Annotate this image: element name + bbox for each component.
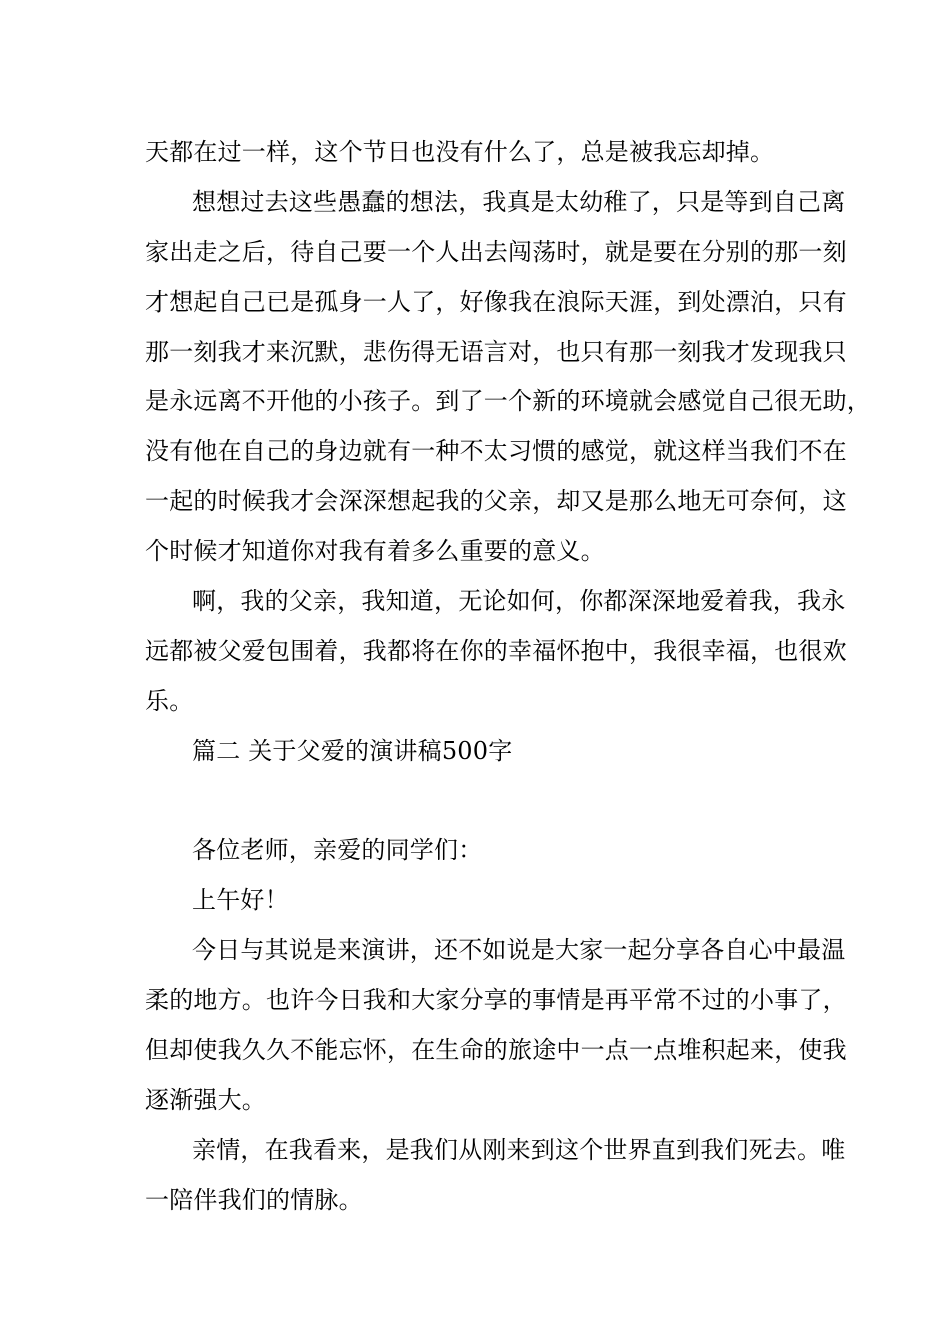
paragraph-line: 远都被父爱包围着，我都将在你的幸福怀抱中，我很幸福，也很欢 [145, 636, 847, 665]
paragraph-line: 逐渐强大。 [145, 1085, 266, 1114]
section-heading: 篇二 关于父爱的演讲稿500字 [192, 736, 513, 765]
paragraph-line: 天都在过一样，这个节日也没有什么了，总是被我忘却掉。 [145, 138, 775, 166]
paragraph-line: 柔的地方。也许今日我和大家分享的事情是再平常不过的小事了， [145, 986, 847, 1015]
paragraph-line: 亲情，在我看来，是我们从刚来到这个世界直到我们死去。唯 [192, 1135, 846, 1164]
paragraph-line: 个时候才知道你对我有着多么重要的意义。 [145, 537, 605, 566]
paragraph-line: 才想起自己已是孤身一人了，好像我在浪际天涯，到处漂泊，只有 [145, 287, 847, 316]
paragraph-line: 想想过去这些愚蠢的想法，我真是太幼稚了，只是等到自己离 [192, 187, 846, 216]
paragraph-line: 乐。 [145, 686, 194, 715]
paragraph-line: 那一刻我才来沉默，悲伤得无语言对，也只有那一刻我才发现我只 [145, 337, 847, 366]
paragraph-line: 今日与其说是来演讲，还不如说是大家一起分享各自心中最温 [192, 936, 846, 965]
paragraph-line: 啊，我的父亲，我知道，无论如何，你都深深地爱着我，我永 [192, 587, 846, 616]
paragraph-line: 是永远离不开他的小孩子。到了一个新的环境就会感觉自己很无助， [145, 387, 871, 416]
paragraph-line: 一起的时候我才会深深想起我的父亲，却又是那么地无可奈何，这 [145, 487, 847, 516]
paragraph-line: 一陪伴我们的情脉。 [145, 1185, 363, 1214]
paragraph-line: 没有他在自己的身边就有一种不太习惯的感觉，就这样当我们不在 [145, 437, 847, 466]
document-body [145, 128, 871, 1226]
blank-line [145, 777, 825, 827]
salutation-line: 各位老师，亲爱的同学们： [192, 836, 483, 865]
paragraph-line: 但却使我久久不能忘怀，在生命的旅途中一点一点堆积起来，使我 [145, 1036, 847, 1065]
greeting-line: 上午好！ [192, 886, 289, 915]
paragraph-line: 家出走之后，待自己要一个人出去闯荡时，就是要在分别的那一刻 [145, 237, 847, 266]
